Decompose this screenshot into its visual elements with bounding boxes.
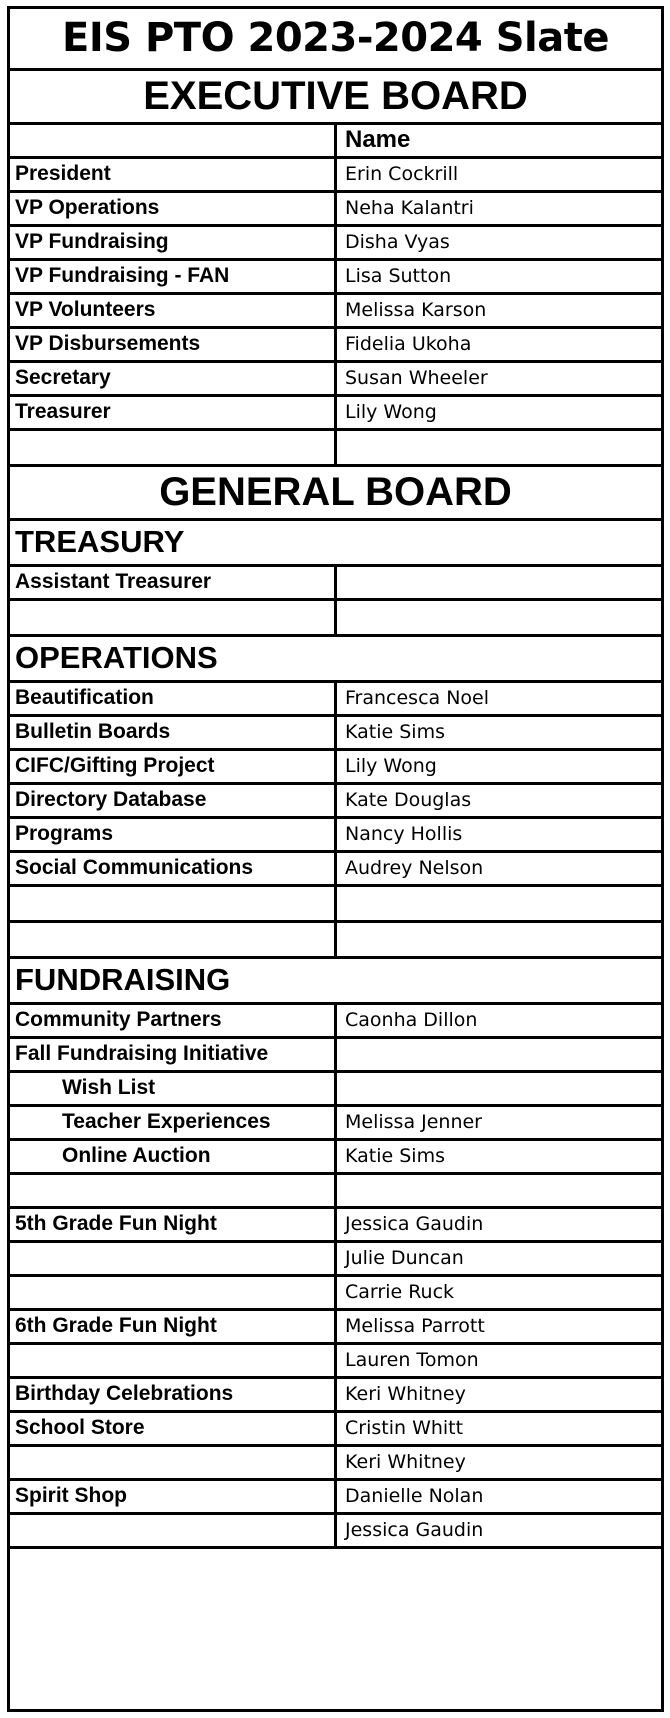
executive-board-row bbox=[10, 191, 661, 225]
position-cell bbox=[10, 1241, 336, 1275]
position-cell: VP Volunteers bbox=[10, 293, 336, 327]
name-cell: Melissa Jenner bbox=[336, 1105, 662, 1139]
position-column-header bbox=[10, 123, 336, 157]
operations-heading: OPERATIONS bbox=[10, 635, 661, 681]
name-cell bbox=[336, 565, 662, 599]
name-cell: Cristin Whitt bbox=[336, 1411, 662, 1445]
name-cell: Melissa Karson bbox=[336, 293, 662, 327]
fundraising-row bbox=[10, 1241, 661, 1275]
position-cell: Online Auction bbox=[10, 1139, 336, 1173]
position-cell: Directory Database bbox=[10, 783, 336, 817]
operations-row bbox=[10, 715, 661, 749]
executive-board-row bbox=[10, 157, 661, 191]
treasury-heading-row bbox=[10, 519, 661, 565]
position-cell bbox=[10, 1173, 336, 1207]
slate-table bbox=[10, 9, 661, 1549]
name-cell: Kate Douglas bbox=[336, 783, 662, 817]
fundraising-row bbox=[10, 1173, 661, 1207]
fundraising-row bbox=[10, 1513, 661, 1547]
name-cell: Susan Wheeler bbox=[336, 361, 662, 395]
fundraising-row bbox=[10, 1071, 661, 1105]
empty-cell bbox=[336, 599, 662, 635]
name-cell: Katie Sims bbox=[336, 715, 662, 749]
executive-board-row bbox=[10, 361, 661, 395]
position-cell: Social Communications bbox=[10, 851, 336, 885]
name-cell: Lauren Tomon bbox=[336, 1343, 662, 1377]
position-cell: VP Fundraising - FAN bbox=[10, 259, 336, 293]
executive-board-row bbox=[10, 259, 661, 293]
name-cell: Erin Cockrill bbox=[336, 157, 662, 191]
position-cell: VP Operations bbox=[10, 191, 336, 225]
operations-row bbox=[10, 851, 661, 885]
name-cell: Lisa Sutton bbox=[336, 259, 662, 293]
operations-row bbox=[10, 817, 661, 851]
position-cell: 6th Grade Fun Night bbox=[10, 1309, 336, 1343]
position-cell: Beautification bbox=[10, 681, 336, 715]
fundraising-row bbox=[10, 1139, 661, 1173]
executive-board-row bbox=[10, 395, 661, 429]
fundraising-row bbox=[10, 1343, 661, 1377]
name-cell: Julie Duncan bbox=[336, 1241, 662, 1275]
executive-board-row bbox=[10, 293, 661, 327]
page-title: EIS PTO 2023-2024 Slate bbox=[10, 9, 661, 69]
general-board-heading-row bbox=[10, 465, 661, 519]
fundraising-row bbox=[10, 1037, 661, 1071]
empty-cell bbox=[10, 885, 336, 921]
name-cell bbox=[336, 1071, 662, 1105]
name-column-header: Name bbox=[336, 123, 662, 157]
name-cell: Audrey Nelson bbox=[336, 851, 662, 885]
name-cell bbox=[336, 1037, 662, 1071]
name-cell: Jessica Gaudin bbox=[336, 1513, 662, 1547]
operations-row bbox=[10, 749, 661, 783]
fundraising-row bbox=[10, 1479, 661, 1513]
position-cell: Wish List bbox=[10, 1071, 336, 1105]
position-cell: Fall Fundraising Initiative bbox=[10, 1037, 336, 1071]
position-cell: School Store bbox=[10, 1411, 336, 1445]
empty-cell bbox=[10, 599, 336, 635]
position-cell: Spirit Shop bbox=[10, 1479, 336, 1513]
position-cell: Community Partners bbox=[10, 1003, 336, 1037]
empty-cell bbox=[336, 885, 662, 921]
position-cell: Treasurer bbox=[10, 395, 336, 429]
executive-board-heading: EXECUTIVE BOARD bbox=[10, 69, 661, 123]
position-cell: VP Fundraising bbox=[10, 225, 336, 259]
position-cell: Bulletin Boards bbox=[10, 715, 336, 749]
fundraising-row bbox=[10, 1275, 661, 1309]
fundraising-row bbox=[10, 1377, 661, 1411]
name-cell: Danielle Nolan bbox=[336, 1479, 662, 1513]
fundraising-row bbox=[10, 1207, 661, 1241]
position-cell bbox=[10, 1513, 336, 1547]
name-cell: Francesca Noel bbox=[336, 681, 662, 715]
slate-sheet bbox=[7, 6, 664, 1712]
position-cell: Secretary bbox=[10, 361, 336, 395]
position-cell bbox=[10, 1343, 336, 1377]
name-cell: Lily Wong bbox=[336, 395, 662, 429]
fundraising-heading: FUNDRAISING bbox=[10, 957, 661, 1003]
spacer-row bbox=[10, 429, 661, 465]
spacer-row bbox=[10, 599, 661, 635]
spacer-row bbox=[10, 885, 661, 921]
position-cell: Birthday Celebrations bbox=[10, 1377, 336, 1411]
position-cell: CIFC/Gifting Project bbox=[10, 749, 336, 783]
fundraising-row bbox=[10, 1411, 661, 1445]
operations-row bbox=[10, 783, 661, 817]
treasury-heading: TREASURY bbox=[10, 519, 661, 565]
name-cell: Keri Whitney bbox=[336, 1445, 662, 1479]
fundraising-row bbox=[10, 1105, 661, 1139]
position-cell: President bbox=[10, 157, 336, 191]
position-cell: 5th Grade Fun Night bbox=[10, 1207, 336, 1241]
position-cell bbox=[10, 1445, 336, 1479]
operations-heading-row bbox=[10, 635, 661, 681]
name-cell: Carrie Ruck bbox=[336, 1275, 662, 1309]
name-cell: Neha Kalantri bbox=[336, 191, 662, 225]
general-board-heading: GENERAL BOARD bbox=[10, 465, 661, 519]
treasury-row bbox=[10, 565, 661, 599]
name-cell: Melissa Parrott bbox=[336, 1309, 662, 1343]
name-cell: Keri Whitney bbox=[336, 1377, 662, 1411]
fundraising-heading-row bbox=[10, 957, 661, 1003]
fundraising-row bbox=[10, 1003, 661, 1037]
executive-board-row bbox=[10, 327, 661, 361]
name-cell: Fidelia Ukoha bbox=[336, 327, 662, 361]
name-cell: Jessica Gaudin bbox=[336, 1207, 662, 1241]
column-header-row bbox=[10, 123, 661, 157]
position-cell: Programs bbox=[10, 817, 336, 851]
position-cell: VP Disbursements bbox=[10, 327, 336, 361]
name-cell: Nancy Hollis bbox=[336, 817, 662, 851]
empty-cell bbox=[10, 429, 336, 465]
title-row bbox=[10, 9, 661, 69]
spacer-row bbox=[10, 921, 661, 957]
fundraising-row bbox=[10, 1445, 661, 1479]
empty-cell bbox=[336, 429, 662, 465]
name-cell: Caonha Dillon bbox=[336, 1003, 662, 1037]
position-cell: Teacher Experiences bbox=[10, 1105, 336, 1139]
name-cell: Katie Sims bbox=[336, 1139, 662, 1173]
executive-board-row bbox=[10, 225, 661, 259]
empty-cell bbox=[10, 921, 336, 957]
operations-row bbox=[10, 681, 661, 715]
name-cell: Lily Wong bbox=[336, 749, 662, 783]
fundraising-row bbox=[10, 1309, 661, 1343]
name-cell bbox=[336, 1173, 662, 1207]
position-cell: Assistant Treasurer bbox=[10, 565, 336, 599]
empty-cell bbox=[336, 921, 662, 957]
name-cell: Disha Vyas bbox=[336, 225, 662, 259]
executive-board-heading-row bbox=[10, 69, 661, 123]
position-cell bbox=[10, 1275, 336, 1309]
